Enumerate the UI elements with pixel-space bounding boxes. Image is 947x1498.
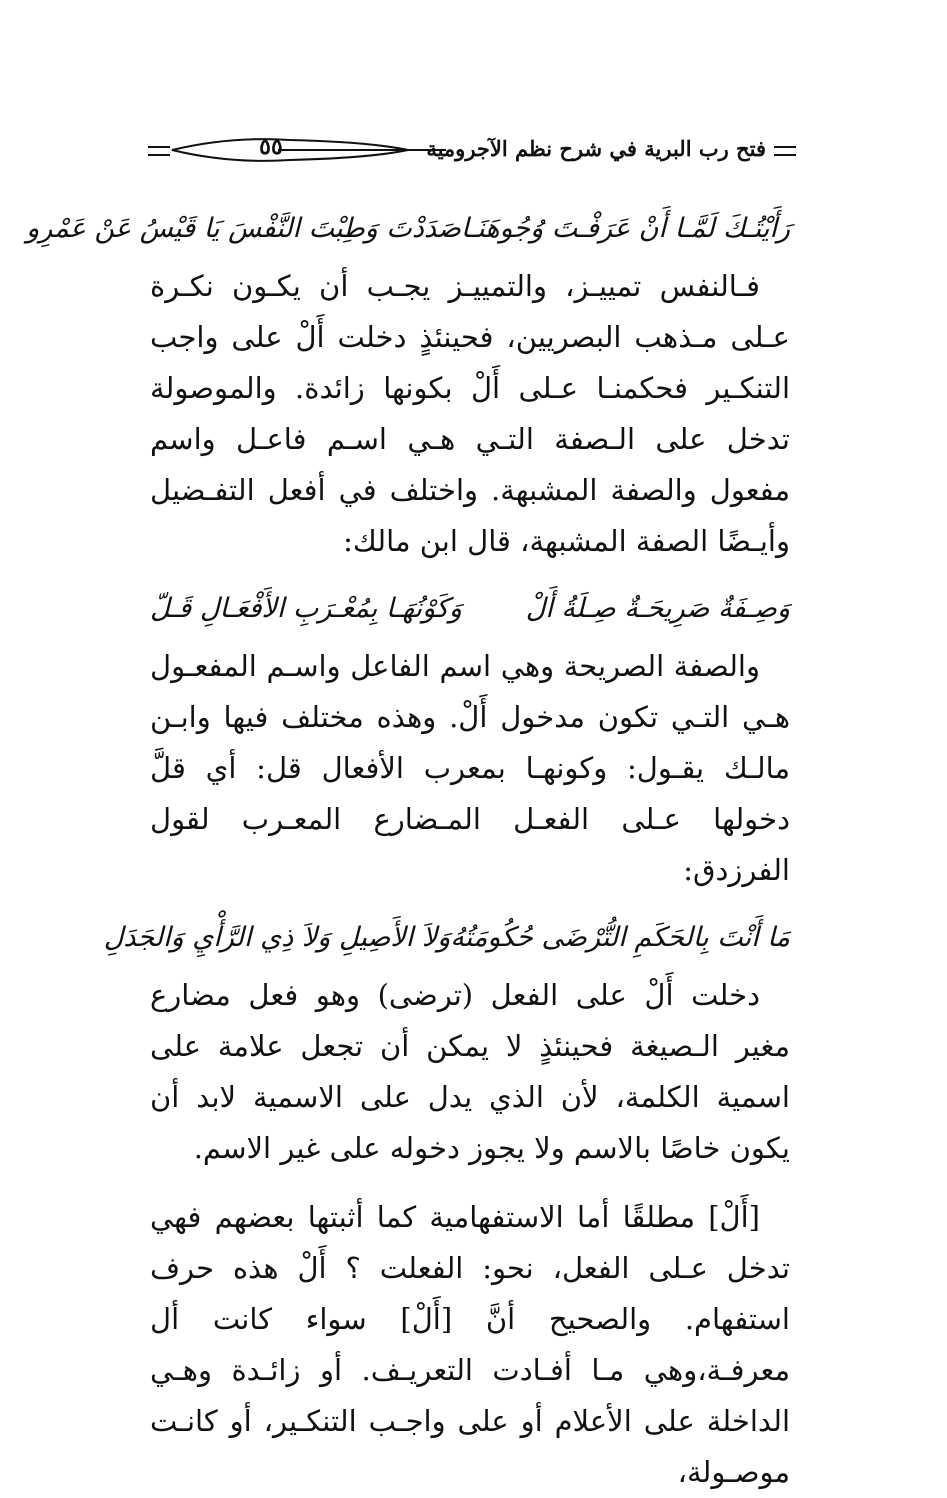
page-body: [26, 205, 790, 1498]
paragraph: دخلت أَلْ على الفعل (ترضى) وهو فعل مضارع مغير الـصيغة فحينئذٍ لا يمكن أن تجعل علامة على اسمية الكلمة، لأن الذي يدل على الاسمية لابد أن يكون خاصًا بالاسم ولا يجوز دخوله على غير الاسم.: [150, 978, 790, 1165]
header-rule-left: [148, 146, 170, 156]
verse-line: [103, 914, 790, 962]
verse-hemistich-first: رَأَيْتُـكَ لَمَّـا أَنْ عَرَفْـتَ وُجُوهَنَـا: [460, 213, 790, 244]
paragraph: فـالنفس تمييـز، والتمييـز يجـب أن يكـون نكـرة عـلى مـذهب البصريين، فحينئذٍ دخلت أَلْ على واجب التنكـير فحكمنـا عـلى أَلْ بكونها زائدة. والموصولة تدخل على الـصفة التـي هـي اسـم فاعـل واسم مفعول والصفة المشبهة. واختلف في أفعل التفـضيل وأيـضًا الصفة المشبهة، قال ابن مالك:: [150, 269, 790, 558]
verse-hemistich-second: وَلاَ الأَصِيلِ وَلاَ ذِي الرَّأْيِ وَالجَدَلِ: [103, 922, 451, 953]
paragraph: والصفة الصريحة وهي اسم الفاعل واسـم المفعـول هـي التـي تكون مدخول أَلْ. وهذه مختلف فيها وابـن مالـك يقـول: وكونهـا بمعرب الأفعال قل: أي قلَّ دخولها عـلى الفعـل المـضارع المعـرب لقول الفرزدق:: [150, 649, 790, 887]
verse-hemistich-second: صَدَدْتَ وَطِبْتَ النَّفْسَ يَا قَيْسُ عَنْ عَمْرِو: [26, 213, 461, 244]
paragraph: [أَلْ] مطلقًا أما الاستفهامية كما أثبتها بعضهم فهي تدخل عـلى الفعل، نحو: الفعلت ؟ أَلْ هذه حرف استفهام. والصحيح أنَّ [أَلْ] سواء كانت أل معرفـة،وهي مـا أفـادت التعريـف. أو زائـدة وهـي الداخلة على الأعلام أو على واجـب التنكـير، أو كانـت موصـولة،: [150, 1200, 790, 1489]
verse-hemistich-first: مَا أَنْتَ بِالحَكَمِ التُّرْضَى حُكُومَتُهُ: [450, 922, 790, 953]
running-title: فتح رب البرية في شرح نظم الآجرومية: [426, 136, 766, 161]
verse-hemistich-second: وَكَوْنُهَـا بِمُعْـرَبِ الأَفْعَـالِ قَـلّ: [150, 593, 462, 624]
verse-line: [150, 585, 790, 633]
verse-line: [26, 205, 790, 253]
header-rule-right: [774, 146, 796, 156]
page-number: ٥٥: [259, 134, 283, 160]
verse-hemistich-first: وَصِـفَةٌ صَرِيحَـةٌ صِـلَةُ أَلْ: [525, 593, 790, 624]
page-header: [148, 128, 796, 176]
